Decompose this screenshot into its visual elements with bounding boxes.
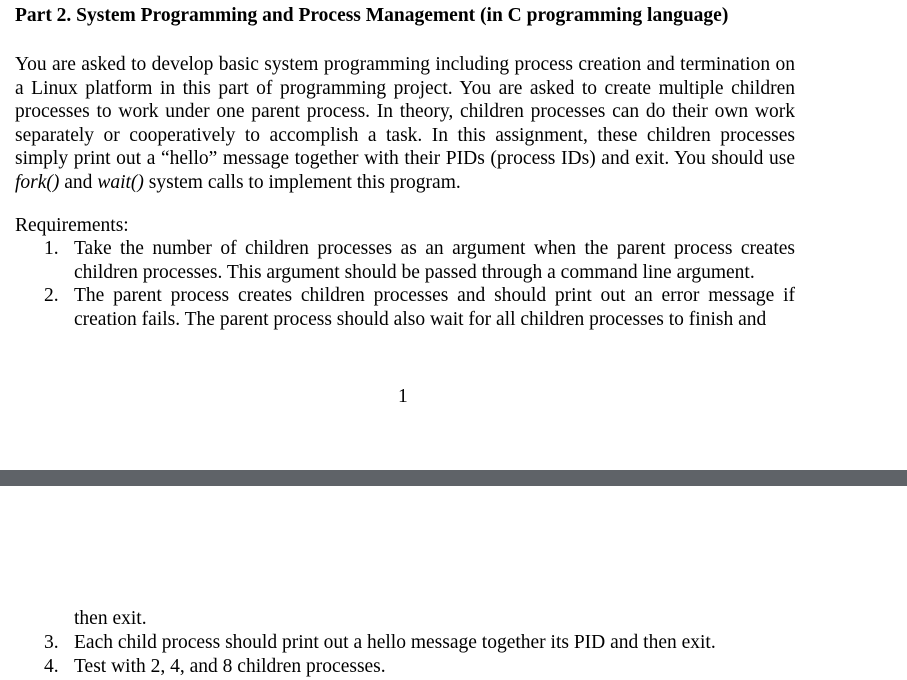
intro-text-2: system calls to implement this program.: [143, 171, 461, 193]
requirements-label: Requirements:: [15, 215, 129, 236]
intro-text-1: You are asked to develop basic system programming including process creation and termination on a Linux platform in this part of programming project. You are asked to create multiple children processes to work under one parent process. In theory, children processes can do their own work separately or cooperatively to accomplish a task. In this assignment, these children processes simply print out a “hello” message together with their PIDs (process IDs) and exit. You should use: [15, 54, 795, 169]
requirement-4: [44, 655, 795, 679]
requirement-1-number: 1.: [44, 238, 59, 259]
requirements-list-page-1: [44, 237, 795, 331]
requirement-3: [44, 631, 795, 655]
requirement-2: [44, 284, 795, 331]
section-heading: Part 2. System Programming and Process Management (in C programming language): [15, 5, 729, 26]
requirement-3-number: 3.: [44, 632, 59, 653]
page-separator: [0, 470, 907, 486]
requirement-2-text: The parent process creates children processes and should print out an error message if creation fails. The parent process should also wait for all children processes to finish and: [74, 285, 795, 330]
page-number: 1: [398, 386, 408, 407]
requirements-list-page-2: [44, 631, 795, 678]
requirement-4-text: Test with 2, 4, and 8 children processes.: [74, 655, 386, 677]
requirement-2-continuation: then exit.: [74, 608, 147, 629]
requirement-3-text: Each child process should print out a hello message together its PID and then exit.: [74, 632, 716, 653]
intro-paragraph: [15, 53, 795, 194]
requirement-4-number: 4.: [44, 655, 59, 677]
intro-and: and: [59, 171, 98, 193]
requirement-1-text: Take the number of children processes as an argument when the parent process creates children processes. This argument should be passed through a command line argument.: [74, 238, 795, 283]
requirement-1: [44, 237, 795, 284]
page-2: [0, 486, 907, 680]
requirement-2-number: 2.: [44, 285, 59, 306]
fork-call: fork(): [15, 171, 60, 193]
wait-call: wait(): [97, 171, 144, 193]
